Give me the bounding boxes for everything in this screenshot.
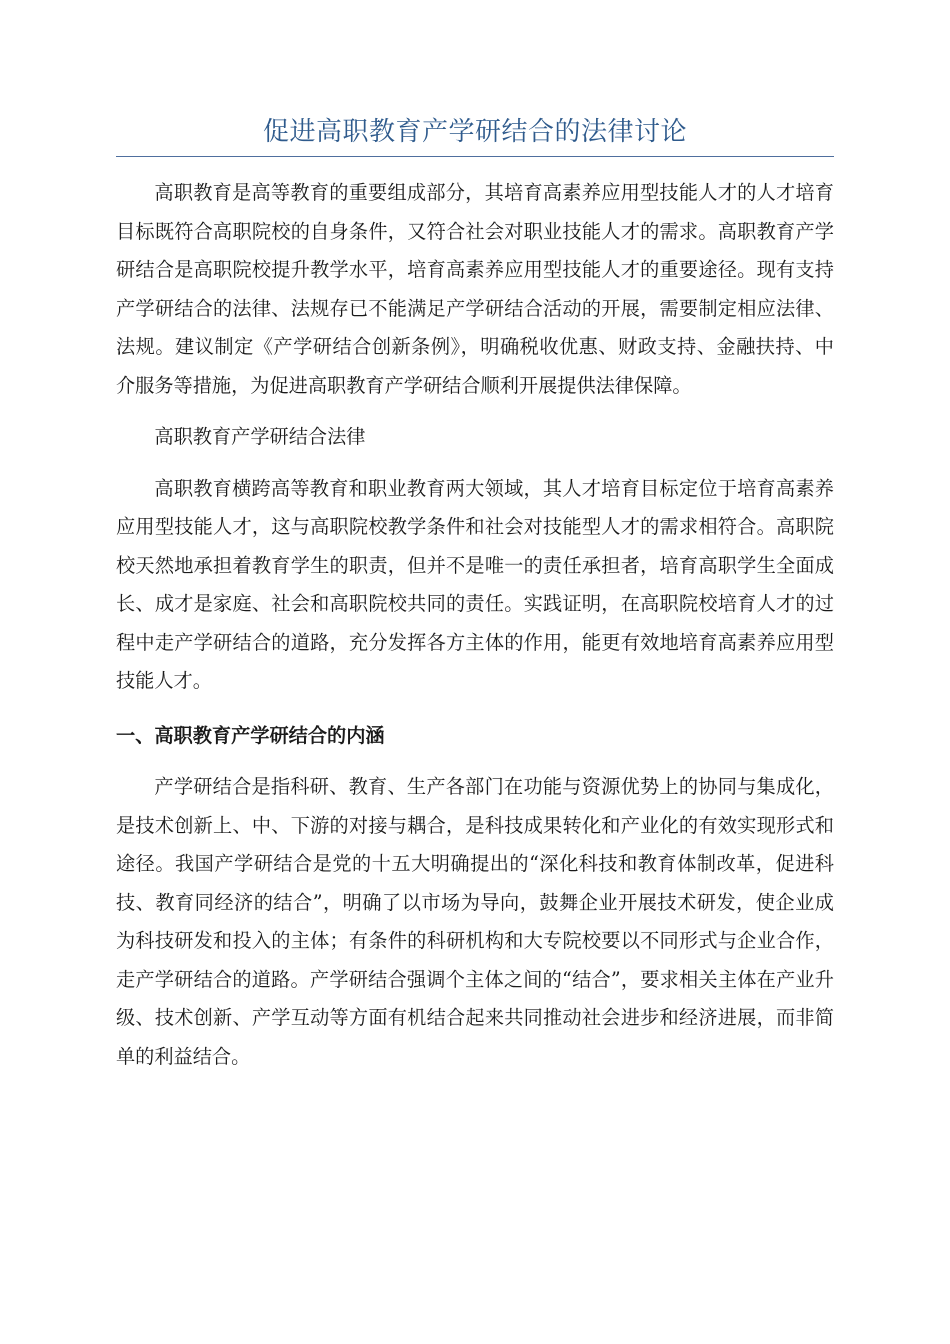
section-heading: 一、高职教育产学研结合的内涵 [116,723,385,747]
background-paragraph: 高职教育横跨高等教育和职业教育两大领域，其人才培育目标定位于培育高素养应用型技能人才，这与高职院校教学条件和社会对技能型人才的需求相符合。高职院校天然地承担着教育学生的职责，但并不是唯一的责任承担者，培育高职学生全面成长、成才是家庭、社会和高职院校共同的责任。实践证明，在高职院校培育人才的过程中走产学研结合的道路，充分发挥各方主体的作用，能更有效地培育高素养应用型技能人才。 [116,476,834,692]
title-block [116,112,834,157]
abstract-paragraph: 高职教育是高等教育的重要组成部分，其培育高素养应用型技能人才的人才培育目标既符合高职院校的自身条件，又符合社会对职业技能人才的需求。高职教育产学研结合是高职院校提升教学水平，培育高素养应用型技能人才的重要途径。现有支持产学研结合的法律、法规存已不能满足产学研结合活动的开展，需要制定相应法律、法规。建议制定《产学研结合创新条例》，明确税收优惠、财政支持、金融扶持、中介服务等措施，为促进高职教育产学研结合顺利开展提供法律保障。 [116,181,834,397]
document-body [116,174,834,1076]
document-title: 促进高职教育产学研结合的法律讨论 [262,117,687,147]
section-paragraph: 产学研结合是指科研、教育、生产各部门在功能与资源优势上的协同与集成化，是技术创新上、中、下游的对接与耦合，是科技成果转化和产业化的有效实现形式和途径。我国产学研结合是党的十五大明确提出的“深化科技和教育体制改革，促进科技、教育同经济的结合”，明确了以市场为导向，鼓舞企业开展技术研发，使企业成为科技研发和投入的主体；有条件的科研机构和大专院校要以不同形式与企业合作，走产学研结合的道路。产学研结合强调个主体之间的“结合”，要求相关主体在产业升级、技术创新、产学互动等方面有机结合起来共同推动社会进步和经济进展，而非简单的利益结合。 [116,775,834,1068]
keywords-line: 高职教育产学研结合法律 [154,425,366,448]
